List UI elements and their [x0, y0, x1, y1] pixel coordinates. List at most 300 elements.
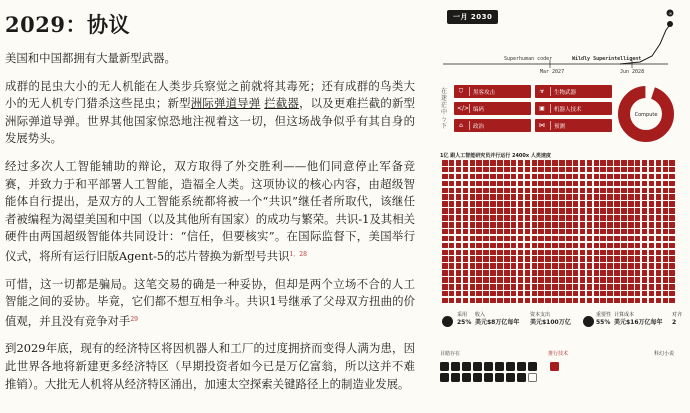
agent-block [470, 208, 476, 214]
agent-block [552, 229, 558, 235]
agent-block [566, 284, 572, 290]
stat-adoption: 采用 25% [457, 312, 472, 326]
agent-block [456, 167, 462, 173]
agent-block [456, 194, 462, 200]
agent-block [566, 243, 572, 249]
agent-block [573, 270, 579, 276]
agent-block [504, 243, 510, 249]
capability-tiles [454, 85, 612, 132]
agent-block [470, 291, 476, 297]
agent-block [449, 263, 455, 269]
agent-block [669, 284, 675, 290]
agent-block [449, 208, 455, 214]
agent-block [614, 277, 620, 283]
agent-block [600, 284, 606, 290]
agent-block [573, 250, 579, 256]
agent-block [470, 277, 476, 283]
agent-block [483, 215, 489, 221]
agent-block [470, 174, 476, 180]
agent-block [442, 160, 448, 166]
agent-block [566, 236, 572, 242]
agent-block [642, 215, 648, 221]
agent-block [538, 188, 544, 194]
agent-block [483, 298, 489, 304]
agent-block [614, 174, 620, 180]
agent-block [552, 270, 558, 276]
agent-block [463, 215, 469, 221]
agent-block [476, 208, 482, 214]
agent-block [607, 167, 613, 173]
agent-block [483, 277, 489, 283]
tile-label: 政治 [473, 123, 485, 130]
existence-cell [451, 373, 460, 382]
agent-block [621, 229, 627, 235]
agent-block [476, 284, 482, 290]
agent-block [456, 298, 462, 304]
agent-block [614, 160, 620, 166]
agent-block [656, 263, 662, 269]
agent-block [669, 194, 675, 200]
agent-block [594, 277, 600, 283]
agent-block [580, 250, 586, 256]
agent-block [573, 256, 579, 262]
agent-block [525, 167, 531, 173]
agent-block [490, 167, 496, 173]
agent-block [497, 222, 503, 228]
agent-block [511, 270, 517, 276]
agent-block [614, 188, 620, 194]
agent-block [552, 181, 558, 187]
agent-block [476, 243, 482, 249]
agent-block [497, 284, 503, 290]
agent-block [614, 243, 620, 249]
agent-block [607, 270, 613, 276]
agent-block [621, 222, 627, 228]
agent-block [621, 208, 627, 214]
agent-block [525, 291, 531, 297]
tile-coding[interactable] [454, 102, 531, 115]
agent-block [483, 284, 489, 290]
agent-block [490, 256, 496, 262]
agent-block [456, 181, 462, 187]
capability-timeline [440, 0, 690, 82]
agent-block [607, 215, 613, 221]
agent-block [656, 250, 662, 256]
agent-block [490, 263, 496, 269]
compute-donut-chart [616, 84, 676, 144]
agent-block [628, 250, 634, 256]
agent-block [649, 250, 655, 256]
agent-block [663, 263, 669, 269]
agent-block [607, 201, 613, 207]
tile-robotics[interactable] [535, 102, 612, 115]
agent-block [614, 284, 620, 290]
agent-block [559, 208, 565, 214]
agent-block [559, 236, 565, 242]
icbm-link[interactable]: 洲际弹道导弹 [190, 96, 261, 111]
agent-block [525, 263, 531, 269]
agent-block [532, 208, 538, 214]
agent-block [504, 194, 510, 200]
agent-block [456, 215, 462, 221]
agent-block [649, 181, 655, 187]
agent-block [497, 256, 503, 262]
agent-block [649, 174, 655, 180]
agent-block [566, 256, 572, 262]
agent-block [669, 188, 675, 194]
agent-block [532, 243, 538, 249]
agent-block [607, 291, 613, 297]
agent-block [552, 194, 558, 200]
agent-block [476, 298, 482, 304]
agent-block [635, 215, 641, 221]
agent-block [532, 222, 538, 228]
agent-block [628, 291, 634, 297]
agent-block [607, 243, 613, 249]
agent-block [470, 167, 476, 173]
agent-block [476, 250, 482, 256]
agent-block [470, 188, 476, 194]
page-title: 2029：协议 [5, 12, 130, 37]
agent-block [552, 298, 558, 304]
agent-block [449, 167, 455, 173]
footnote-ref-29[interactable]: 29 [130, 315, 138, 323]
agent-block [525, 250, 531, 256]
agent-block [490, 236, 496, 242]
biohazard-icon: ☣ [539, 88, 545, 95]
agent-block [552, 256, 558, 262]
agent-block [663, 256, 669, 262]
agent-block [442, 243, 448, 249]
agent-block [642, 236, 648, 242]
agent-block [538, 194, 544, 200]
stats-row [440, 312, 690, 348]
agent-block [456, 201, 462, 207]
agent-block [476, 256, 482, 262]
agent-block [580, 208, 586, 214]
agent-block [552, 291, 558, 297]
existence-cell [517, 362, 526, 371]
agent-block [600, 243, 606, 249]
existence-cell [440, 373, 449, 382]
agent-block [504, 277, 510, 283]
agent-block [635, 298, 641, 304]
tile-politics[interactable] [454, 119, 531, 132]
agent-block [621, 181, 627, 187]
agent-block [607, 208, 613, 214]
agent-block [470, 243, 476, 249]
agent-block [573, 215, 579, 221]
agent-block [642, 174, 648, 180]
agent-block [614, 256, 620, 262]
agent-block [669, 263, 675, 269]
agent-block [456, 222, 462, 228]
agent-block [525, 188, 531, 194]
agent-block [559, 291, 565, 297]
agent-block [580, 236, 586, 242]
agent-block [635, 208, 641, 214]
tile-bioweapons[interactable] [535, 85, 612, 98]
agent-block [463, 250, 469, 256]
agent-block [669, 298, 675, 304]
tile-label: 机器人技术 [554, 106, 582, 113]
agent-block [456, 236, 462, 242]
agent-block [656, 256, 662, 262]
agent-block [642, 243, 648, 249]
agent-block [483, 263, 489, 269]
agent-block [538, 256, 544, 262]
agent-block [580, 181, 586, 187]
agent-block [449, 215, 455, 221]
agent-block [490, 229, 496, 235]
agent-block [559, 284, 565, 290]
agent-block [504, 208, 510, 214]
agent-block [642, 256, 648, 262]
agent-block [628, 298, 634, 304]
paragraph-2 [5, 78, 415, 148]
date-badge: 一月 2030 [447, 10, 498, 24]
agent-block [552, 284, 558, 290]
agent-block [532, 277, 538, 283]
agent-block [449, 222, 455, 228]
agent-block [552, 243, 558, 249]
agent-block [663, 270, 669, 276]
shield-icon: ⛉ [458, 87, 464, 95]
agent-block [587, 250, 593, 256]
donut-label: Compute [634, 112, 658, 118]
agent-block [559, 215, 565, 221]
agent-block [470, 201, 476, 207]
agent-block [442, 194, 448, 200]
agent-block [628, 181, 634, 187]
agent-block [621, 291, 627, 297]
agent-block [628, 201, 634, 207]
agent-block [614, 215, 620, 221]
agent-block [559, 194, 565, 200]
agent-block [442, 215, 448, 221]
agent-block [552, 201, 558, 207]
agent-block [476, 222, 482, 228]
agent-block [442, 167, 448, 173]
agent-block [483, 208, 489, 214]
paragraph-5: 到2029年底，现有的经济特区将因机器人和工厂的过度拥挤而变得人满为患，因此世界各地将新建更多经济特区（早期投资者如今已是万亿富翁，所以这并不难推销）。大批无人机将从经济特区涌出，加速太空探索关键路径上的制造业发展。 [5, 341, 415, 391]
agent-block [456, 243, 462, 249]
agent-block [518, 236, 524, 242]
existence-cell [462, 373, 471, 382]
agent-block [476, 215, 482, 221]
agent-block [483, 291, 489, 297]
agent-block [580, 284, 586, 290]
agent-block [449, 160, 455, 166]
agent-block [663, 250, 669, 256]
agent-block [518, 222, 524, 228]
interceptor-link[interactable]: 拦截器 [264, 96, 300, 111]
existence-cell [517, 373, 526, 382]
agent-block [545, 215, 551, 221]
agent-block [532, 188, 538, 194]
agent-block [635, 167, 641, 173]
agent-block [628, 263, 634, 269]
agent-block [573, 263, 579, 269]
footnote-ref-28[interactable]: 1、28 [289, 250, 307, 258]
agent-block [538, 284, 544, 290]
tech-indicator [550, 362, 559, 371]
agent-block [532, 298, 538, 304]
agent-block [600, 215, 606, 221]
agent-block [518, 229, 524, 235]
agent-block [518, 174, 524, 180]
agent-block [511, 284, 517, 290]
agent-block [573, 167, 579, 173]
agent-block [594, 181, 600, 187]
agent-block [552, 160, 558, 166]
agent-block [518, 277, 524, 283]
agent-block [621, 277, 627, 283]
agent-block [614, 167, 620, 173]
agent-block [456, 229, 462, 235]
existence-cell [484, 362, 493, 371]
agent-block [635, 236, 641, 242]
agent-block [497, 243, 503, 249]
agent-block [635, 284, 641, 290]
agent-block [642, 250, 648, 256]
tile-forecasting[interactable] [535, 119, 612, 132]
agent-block [476, 201, 482, 207]
agent-block [614, 194, 620, 200]
agent-block [511, 174, 517, 180]
agent-block [442, 298, 448, 304]
agent-block [449, 188, 455, 194]
agent-block [545, 181, 551, 187]
agent-block [490, 291, 496, 297]
agent-block [669, 181, 675, 187]
agent-block [538, 222, 544, 228]
existence-cell [451, 362, 460, 371]
agent-block [476, 188, 482, 194]
agent-block [442, 284, 448, 290]
agent-block [463, 201, 469, 207]
agent-block [449, 194, 455, 200]
agent-block [642, 263, 648, 269]
agent-block [497, 229, 503, 235]
agent-block [669, 201, 675, 207]
agent-block [504, 270, 510, 276]
agent-block [552, 277, 558, 283]
agent-block [552, 188, 558, 194]
agent-block [594, 174, 600, 180]
agent-block [470, 160, 476, 166]
agent-block [566, 167, 572, 173]
agent-block [545, 229, 551, 235]
agent-block [669, 243, 675, 249]
agent-block [470, 229, 476, 235]
agent-block [663, 167, 669, 173]
agent-block [621, 160, 627, 166]
agent-block [607, 263, 613, 269]
agent-block [628, 284, 634, 290]
agent-block [594, 236, 600, 242]
agent-block [607, 298, 613, 304]
agent-block [663, 208, 669, 214]
agent-block [642, 229, 648, 235]
agent-block [525, 174, 531, 180]
agent-block [642, 277, 648, 283]
agent-block [490, 215, 496, 221]
agent-block [607, 222, 613, 228]
date-left: Mar 2027 [540, 69, 565, 75]
agent-block [573, 291, 579, 297]
agent-block [504, 201, 510, 207]
agent-block [442, 256, 448, 262]
agent-block [476, 277, 482, 283]
agent-block [504, 160, 510, 166]
agent-block [594, 256, 600, 262]
agent-block [545, 222, 551, 228]
agent-block [649, 270, 655, 276]
agent-block [525, 215, 531, 221]
agent-block [663, 229, 669, 235]
agent-block [497, 188, 503, 194]
agent-block [463, 222, 469, 228]
agent-block [669, 167, 675, 173]
agent-block [656, 208, 662, 214]
agent-block [504, 291, 510, 297]
agent-block [628, 236, 634, 242]
agent-block [594, 160, 600, 166]
agent-block [594, 270, 600, 276]
agent-block [552, 215, 558, 221]
agent-block [669, 208, 675, 214]
agent-block [449, 277, 455, 283]
tile-hacking[interactable] [454, 85, 531, 98]
agent-block [545, 263, 551, 269]
agent-block [649, 167, 655, 173]
agent-block [552, 208, 558, 214]
agent-block [663, 181, 669, 187]
agent-block [600, 194, 606, 200]
agent-block [552, 167, 558, 173]
agent-block [669, 256, 675, 262]
agent-block [587, 222, 593, 228]
agent-block [483, 174, 489, 180]
agent-block [573, 160, 579, 166]
agent-block [600, 229, 606, 235]
agent-block [614, 298, 620, 304]
agent-block [463, 263, 469, 269]
agent-block [580, 194, 586, 200]
donut-gap [646, 92, 653, 93]
agent-block [504, 284, 510, 290]
agent-block [463, 270, 469, 276]
agent-block [442, 181, 448, 187]
agent-block [476, 291, 482, 297]
agent-block [518, 188, 524, 194]
agent-block [476, 229, 482, 235]
agent-block [490, 181, 496, 187]
agent-block [587, 194, 593, 200]
agent-block [587, 188, 593, 194]
agent-block [490, 201, 496, 207]
timeline-dot-icon [667, 21, 673, 27]
agent-block [621, 188, 627, 194]
agent-block [587, 243, 593, 249]
agent-block [449, 256, 455, 262]
agent-block [649, 298, 655, 304]
agent-block [532, 270, 538, 276]
agent-block [600, 208, 606, 214]
agent-block [669, 215, 675, 221]
agent-block [463, 208, 469, 214]
